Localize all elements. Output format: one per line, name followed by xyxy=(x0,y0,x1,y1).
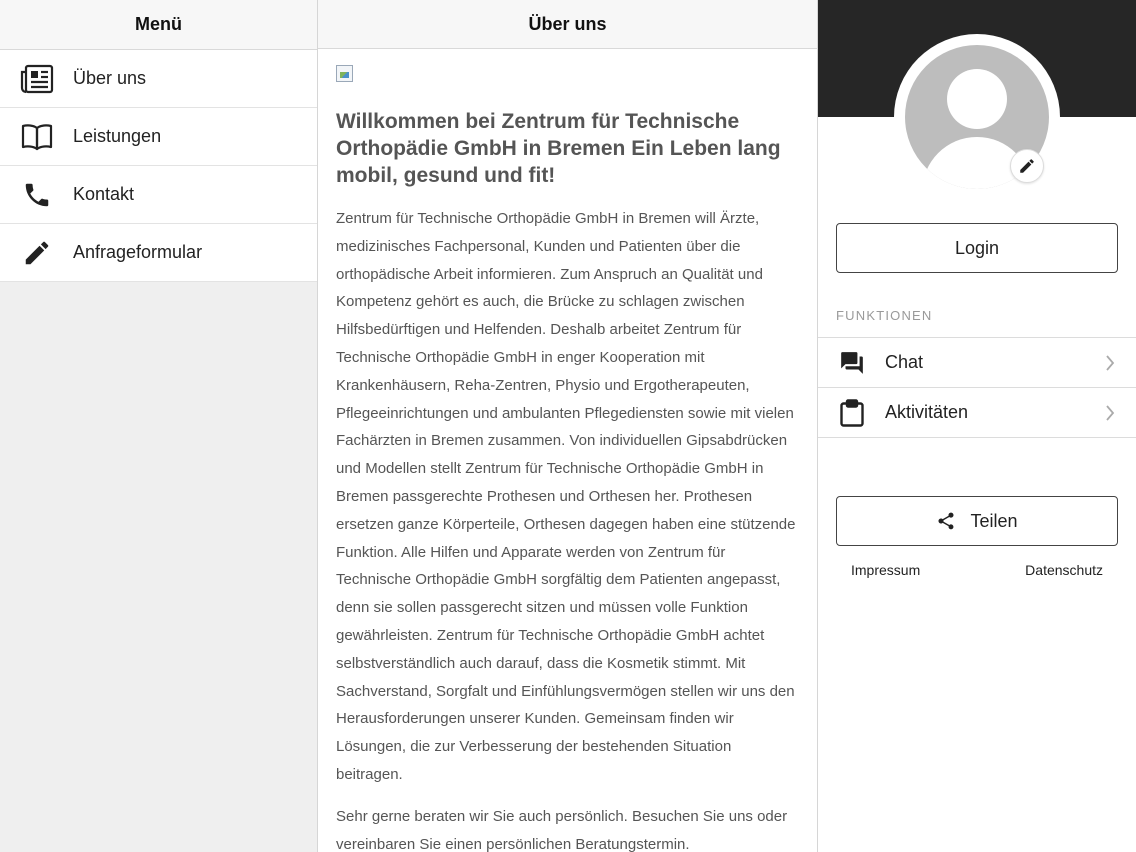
menu-item-leistungen[interactable] xyxy=(0,108,317,166)
book-icon xyxy=(20,120,54,154)
menu-item-label: Über uns xyxy=(73,68,147,88)
impressum-link[interactable]: Impressum xyxy=(851,562,921,578)
share-icon xyxy=(936,511,956,531)
pencil-icon xyxy=(1018,157,1036,175)
login-button[interactable]: Login xyxy=(836,223,1118,273)
broken-image-icon xyxy=(336,65,353,82)
content-heading: Willkommen bei Zentrum für Technische Orthopädie GmbH in Bremen Ein Leben lang mobil, gesund und fit! xyxy=(336,110,781,187)
content-paragraph: Sehr gerne beraten wir Sie auch persönlich. Besuchen Sie uns oder vereinbaren Sie einen persönlichen Beratungstermin. xyxy=(336,807,788,852)
content-panel xyxy=(318,0,818,852)
content-body xyxy=(318,49,817,852)
page-title: Über uns xyxy=(318,0,817,49)
function-item-label: Aktivitäten xyxy=(885,402,969,422)
datenschutz-link[interactable]: Datenschutz xyxy=(1025,562,1103,578)
clipboard-icon xyxy=(838,399,866,427)
pencil-icon xyxy=(20,236,54,270)
functions-list xyxy=(818,337,1136,438)
footer-links xyxy=(818,562,1136,578)
chat-icon xyxy=(838,349,866,377)
menu-panel xyxy=(0,0,318,852)
chevron-right-icon xyxy=(1098,355,1122,371)
phone-icon xyxy=(20,178,54,212)
function-item-aktivitaeten[interactable] xyxy=(818,388,1136,438)
menu-item-kontakt[interactable] xyxy=(0,166,317,224)
menu-item-label: Leistungen xyxy=(73,126,162,146)
edit-avatar-button[interactable] xyxy=(1010,149,1044,183)
newspaper-icon xyxy=(20,62,54,96)
function-item-label: Chat xyxy=(885,352,924,372)
profile-panel xyxy=(818,0,1136,852)
share-button[interactable] xyxy=(836,496,1118,546)
content-paragraph: Zentrum für Technische Orthopädie GmbH in Bremen will Ärzte, medizinisches Fachpersonal, Kunden und Patienten über die orthopädische Arbeit informieren. Zum Anspruch an Qualität und Kompetenz gehört es auch, die Brücke zu schlagen zwischen Hilfsbedürftigen und Helfenden. Deshalb arbeitet Zentrum für Technische Orthopädie GmbH in enger Kooperation mit Krankenhäusern, Reha-Zentren, Physio und Ergotherapeuten, Pflegeeinrichtungen und ambulanten Pflegediensten sowie mit vielen Fachärzten in Bremen zusammen. Von individuellen Gipsabdrücken und Modellen stellt Zentrum für Technische Orthopädie GmbH in Bremen passgerechte Prothesen und Orthesen her. Prothesen ersetzen ganze Körperteile, Orthesen dagegen haben eine stützende Funktion. Alle Hilfen und Apparate werden von Zentrum für Technische Orthopädie GmbH sorgfältig dem Patienten angepasst, denn sie sollen passgerecht sitzen und müssen volle Funktion gewährleisten. Zentrum für Technische Orthopädie GmbH achtet selbstverständlich auch darauf, dass die Kosmetik stimmt. Mit Sachverstand, Sorgfalt und Einfühlungsvermögen stellen wir uns den Herausforderungen unserer Kunden. Gemeinsam finden wir Lösungen, die zur Verbesserung der bestehenden Situation beitragen. xyxy=(336,210,796,783)
menu-title: Menü xyxy=(0,0,317,50)
menu-item-ueber-uns[interactable] xyxy=(0,50,317,108)
menu-list xyxy=(0,50,317,282)
share-label: Teilen xyxy=(970,510,1018,531)
functions-section-label: FUNKTIONEN xyxy=(836,308,933,323)
chevron-right-icon xyxy=(1098,405,1122,421)
menu-item-anfrageformular[interactable] xyxy=(0,224,317,282)
menu-item-label: Kontakt xyxy=(73,184,135,204)
menu-item-label: Anfrageformular xyxy=(73,242,203,262)
function-item-chat[interactable] xyxy=(818,338,1136,388)
